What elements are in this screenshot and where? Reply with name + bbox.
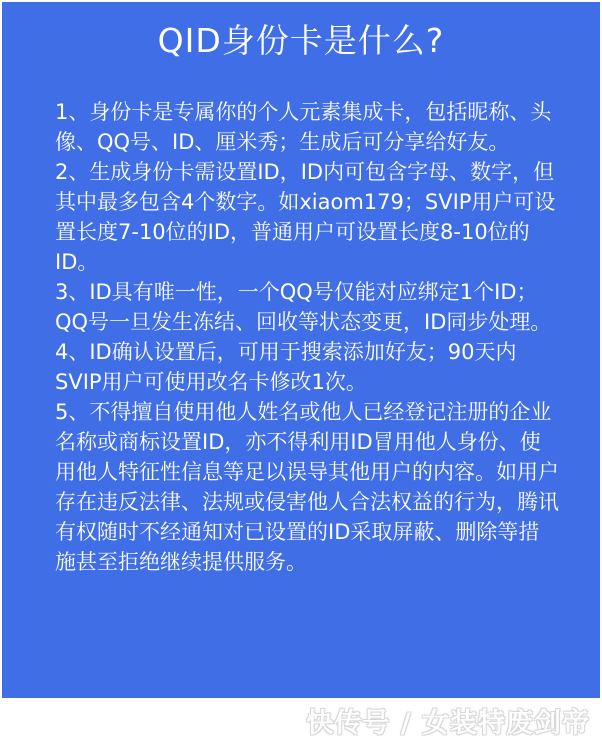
rules-list: [55, 97, 560, 577]
rule-item-1: 1、身份卡是专属你的个人元素集成卡，包括昵称、头像、QQ号、ID、厘米秀；生成后可分享给好友。: [55, 100, 552, 154]
rule-item-5: 5、不得擅自使用他人姓名或他人已经登记注册的企业名称或商标设置ID，亦不得利用ID冒用他人身份、使用他人特征性信息等足以误导其他用户的内容。如用户存在违反法律、法规或侵害他人合法权益的行为，腾讯有权随时不经通知对已设置的ID采取屏蔽、删除等措施甚至拒绝继续提供服务。: [55, 400, 559, 574]
rule-item-4: 4、ID确认设置后，可用于搜索添加好友；90天内SVIP用户可使用改名卡修改1次。: [55, 340, 517, 394]
card-title: QID身份卡是什么?: [157, 21, 445, 60]
rule-item-3: 3、ID具有唯一性，一个QQ号仅能对应绑定1个ID；QQ号一旦发生冻结、回收等状态变更，ID同步处理。: [55, 280, 552, 334]
source-watermark: 快传号 / 女装特废剑帝: [306, 708, 590, 739]
rule-item-2: 2、生成身份卡需设置ID，ID内可包含字母、数字，但其中最多包含4个数字。如xiaom179；SVIP用户可设置长度7-10位的ID，普通用户可设置长度8-10位的ID。: [55, 160, 556, 274]
